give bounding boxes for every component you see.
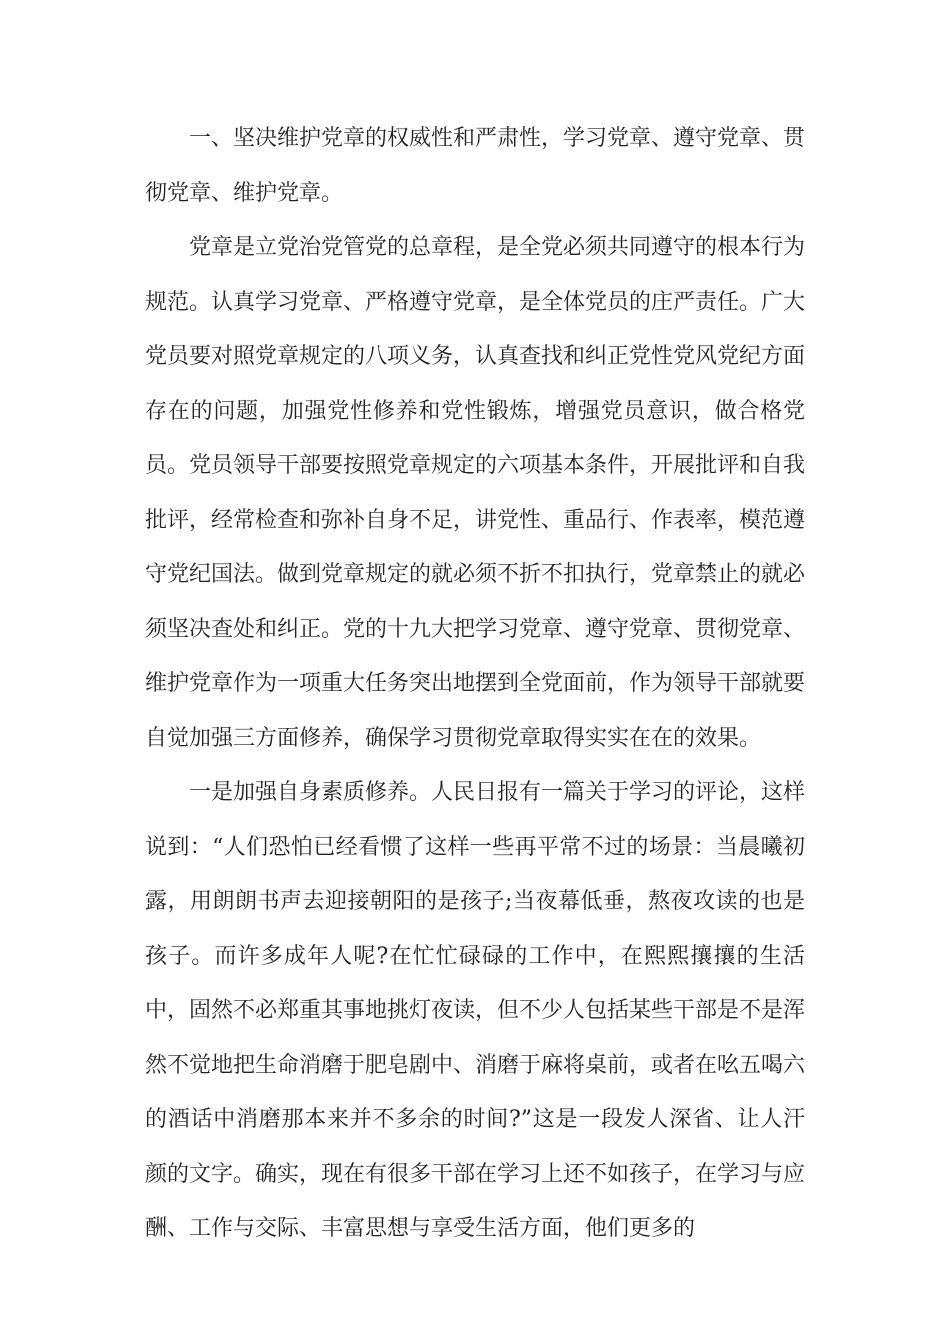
paragraph-heading: 一、坚决维护党章的权威性和严肃性，学习党章、遵守党章、贯彻党章、维护党章。 — [145, 126, 806, 206]
document-body — [145, 112, 805, 1257]
paragraph: 一是加强自身素质修养。人民日报有一篇关于学习的评论，这样说到：“人们恐怕已经看惯了这样一些再平常不过的场景：当晨曦初露，用朗朗书声去迎接朝阳的是孩子;当夜幕低垂，熬夜攻读的也是孩子。而许多成年人呢?在忙忙碌碌的工作中，在熙熙攘攘的生活中，固然不必郑重其事地挑灯夜读，但不少人包括某些干部是不是浑然不觉地把生命消磨于肥皂剧中、消磨于麻将桌前，或者在吆五喝六的酒话中消磨那本来并不多余的时间?”这是一段发人深省、让人汗颜的文字。确实，现在有很多干部在学习上还不如孩子，在学习与应酬、工作与交际、丰富思想与享受生活方面，他们更多的 — [145, 780, 806, 1241]
paragraph: 党章是立党治党管党的总章程，是全党必须共同遵守的根本行为规范。认真学习党章、严格遵守党章，是全体党员的庄严责任。广大党员要对照党章规定的八项义务，认真查找和纠正党性党风党纪方面存在的问题，加强党性修养和党性锻炼，增强党员意识，做合格党员。党员领导干部要按照党章规定的六项基本条件，开展批评和自我批评，经常检查和弥补自身不足，讲党性、重品行、作表率，模范遵守党纪国法。做到党章规定的就必须不折不扣执行，党章禁止的就必须坚决查处和纠正。党的十九大把学习党章、遵守党章、贯彻党章、维护党章作为一项重大任务突出地摆到全党面前，作为领导干部就要自觉加强三方面修养，确保学习贯彻党章取得实实在在的效果。 — [145, 235, 806, 751]
